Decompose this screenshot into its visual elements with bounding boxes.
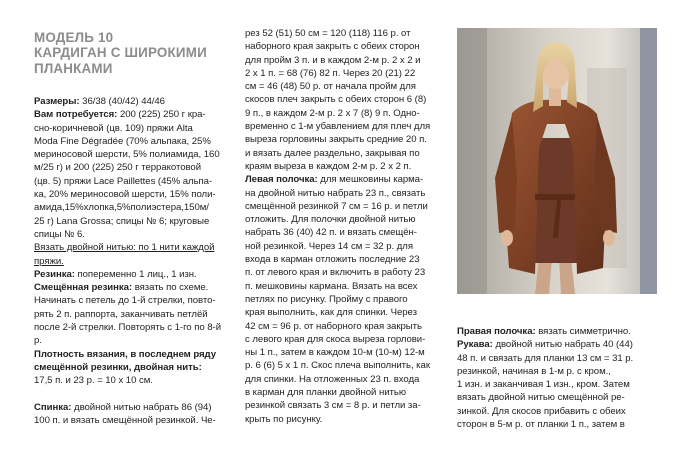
mixed-rib-line: р. <box>34 335 42 347</box>
sleeve-line: вязать двойной нитью смещённой ре- <box>457 392 625 404</box>
materials-line: амида,15%хлопка,5%полиэстера,150м/ <box>34 202 209 214</box>
density-line: 17,5 п. и 23 р. = 10 х 10 см. <box>34 375 153 387</box>
text-line: для пройм 3 п. и в каждом 2-м р. 2 х 2 и <box>245 54 421 66</box>
left-front-line: крыть по рисунку. <box>245 413 323 425</box>
text-line: наборного края закрыть с обеих сторон <box>245 41 420 53</box>
left-front-line: ной резинкой. Через 14 см = 32 р. для <box>245 240 413 252</box>
model-title <box>34 30 234 76</box>
density-line: Плотность вязания, в последнем ряду <box>34 348 216 360</box>
left-front-line: петлях по рисунку. Пройму с правого <box>245 293 408 305</box>
text-line: краям выреза в каждом 2-м р. 2 х 2 п. <box>245 160 412 172</box>
text-line: рез 52 (51) 50 см = 120 (118) 116 р. от <box>245 28 411 39</box>
text-line: см = 46 (48) 50 р. от начала пройм для <box>245 81 416 93</box>
left-front-line: п. от левого края и включить в работу 23 <box>245 267 426 279</box>
left-front-line: на двойной нитью набрать 23 п., связать <box>245 187 426 199</box>
materials-line: Вам потребуется: 200 (225) 250 г кра- <box>34 109 206 121</box>
left-front-line: с левого края для скоса выреза горлови- <box>245 333 426 345</box>
right-front-line: Правая полочка: вязать симметрично. <box>457 326 631 337</box>
text-line: скосов плеч закрыть с обеих сторон 6 (8) <box>245 94 427 106</box>
left-front-line: п. мешковины кармана. Вязать на всех <box>245 280 418 292</box>
title-line-2: КАРДИГАН С ШИРОКИМИ <box>34 45 207 61</box>
left-front-line: ны 1 п., затем в каждом 10-м (10-м) 12-м <box>245 347 425 359</box>
paragraph-gap <box>34 388 232 401</box>
left-front-line: смещённой резинкой 7 см = 16 р. и петли <box>245 200 428 212</box>
text-line: 9 п., в каждом 2-м р. 2 х 7 (8) 9 п. Одно- <box>245 107 420 119</box>
materials-line: ка, 20% мериносовой шерсти, 15% поли- <box>34 189 216 201</box>
left-front-line: набрать 36 (40) 42 п. и вязать смещён- <box>245 227 417 239</box>
left-front-line: края выполнить, как для спинки. Через <box>245 307 417 319</box>
sleeve-line: резинкой, начиная в 1-м р. с кром., <box>457 365 611 377</box>
materials-line: сно-коричневой (цв. 109) пряжи Alta <box>34 122 193 134</box>
sleeve-line: зинкой. Для скосов прибавить с обеих <box>457 405 626 417</box>
left-front-line: отложить. Для полочки двойной нитью <box>245 214 416 226</box>
double-yarn-note: Вязать двойной нитью: по 1 нити каждой <box>34 242 215 254</box>
materials-line: спицы № 6. <box>34 228 85 240</box>
materials-line: (цв. 5) пряжи Lace Paillettes (45% альпа- <box>34 175 213 187</box>
left-front-line: Левая полочка: для мешковины карма- <box>245 174 424 186</box>
materials-line: Moda Fine Dégradée (70% альпака, 25% <box>34 135 211 147</box>
model-photo <box>457 28 657 294</box>
text-line: временно с 1-м убавлением для плеч для <box>245 121 431 133</box>
text-column-3 <box>457 325 657 431</box>
left-front-line: резинкой связать 3 см = 8 р. и петли за- <box>245 400 421 412</box>
left-front-line: 42 см = 96 р. от наборного края закрыть <box>245 320 422 332</box>
sleeve-line: 48 п. и связать для планки 13 см = 31 р. <box>457 352 634 364</box>
title-line-3: ПЛАНКАМИ <box>34 60 113 76</box>
mixed-rib-line: после 2-й стрелки. Повторять с 1-го по 8-й <box>34 322 221 334</box>
mixed-rib-line: рять 2 п. раппорта, заканчивать петлёй <box>34 308 208 320</box>
text-line: 2 х 1 п. = 68 (76) 82 п. Через 20 (21) 22 <box>245 67 416 79</box>
materials-line: мериносовой шерсти, 5% полиамида, 160 <box>34 149 220 161</box>
left-front-line: в карман для планки двойной нитью <box>245 387 406 399</box>
sizes-line: Размеры: 36/38 (40/42) 44/46 <box>34 96 165 107</box>
decorative-side-strip <box>640 28 657 294</box>
mixed-rib-line: Смещённая резинка: вязать по схеме. <box>34 282 209 294</box>
sleeve-line: Рукава: двойной нитью набрать 40 (44) <box>457 339 633 351</box>
sleeve-line: 1 изн. и заканчивая 1 изн., кром. Затем <box>457 379 630 391</box>
mixed-rib-line: Начинать с петель до 1-й стрелки, повто- <box>34 295 216 307</box>
text-line: и вязать далее раздельно, закрывая по <box>245 147 420 159</box>
rib-line: Резинка: попеременно 1 лиц., 1 изн. <box>34 268 197 280</box>
materials-line: м/25 г) и 200 (225) 250 г терракотовой <box>34 162 202 174</box>
back-line: Спинка: двойной нитью набрать 86 (94) <box>34 401 212 413</box>
model-photo-illustration <box>457 28 657 294</box>
title-line-1: МОДЕЛЬ 10 <box>34 30 114 45</box>
density-line: смещённой резинки, двойная нить: <box>34 361 202 373</box>
text-column-2 <box>245 27 443 426</box>
materials-line: 25 г) Lana Grossa; спицы № 6; круговые <box>34 215 210 227</box>
back-line: 100 п. и вязать смещённой резинкой. Че- <box>34 415 216 427</box>
text-column-1 <box>34 95 232 427</box>
left-front-line: для спинки. На отложенных 23 п. входа <box>245 373 420 385</box>
text-line: выреза горловины закрыть средние 20 п. <box>245 134 427 146</box>
left-front-line: р. 6 (6) 5 х 1 п. Скос плеча выполнить, как <box>245 360 430 372</box>
double-yarn-note: пряжи. <box>34 255 64 267</box>
left-front-line: входа в карман отложить последние 23 <box>245 254 420 266</box>
sleeve-line: сторон в 5-м р. от планки 1 п., затем в <box>457 419 625 431</box>
